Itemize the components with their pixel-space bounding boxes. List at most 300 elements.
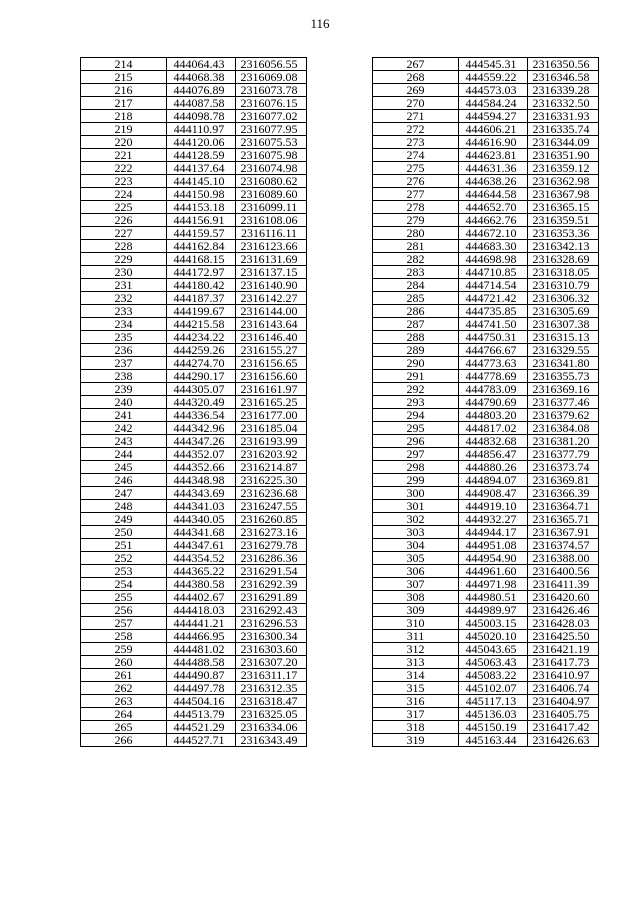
table-row — [81, 357, 307, 370]
point-number-cell: 214 — [81, 58, 167, 71]
table-row — [373, 227, 599, 240]
table-row — [81, 344, 307, 357]
x-coordinate-cell: 444594.27 — [459, 110, 528, 123]
table-row — [81, 604, 307, 617]
point-number-cell: 289 — [373, 344, 459, 357]
y-coordinate-cell: 2316307.20 — [236, 656, 307, 669]
table-row — [81, 227, 307, 240]
x-coordinate-cell: 444721.42 — [459, 292, 528, 305]
x-coordinate-cell: 444481.02 — [167, 643, 236, 656]
table-row — [373, 682, 599, 695]
x-coordinate-cell: 444259.26 — [167, 344, 236, 357]
x-coordinate-cell: 444341.03 — [167, 500, 236, 513]
point-number-cell: 315 — [373, 682, 459, 695]
table-row — [373, 318, 599, 331]
x-coordinate-cell: 445102.07 — [459, 682, 528, 695]
x-coordinate-cell: 444354.52 — [167, 552, 236, 565]
y-coordinate-cell: 2316225.30 — [236, 474, 307, 487]
x-coordinate-cell: 444342.96 — [167, 422, 236, 435]
table-row — [81, 58, 307, 71]
table-row — [373, 331, 599, 344]
x-coordinate-cell: 444305.07 — [167, 383, 236, 396]
table-row — [373, 617, 599, 630]
table-row — [81, 500, 307, 513]
table-row — [81, 409, 307, 422]
point-number-cell: 314 — [373, 669, 459, 682]
x-coordinate-cell: 444750.31 — [459, 331, 528, 344]
y-coordinate-cell: 2316400.56 — [528, 565, 599, 578]
y-coordinate-cell: 2316214.87 — [236, 461, 307, 474]
table-row — [81, 448, 307, 461]
x-coordinate-cell: 444951.08 — [459, 539, 528, 552]
point-number-cell: 300 — [373, 487, 459, 500]
point-number-cell: 222 — [81, 162, 167, 175]
x-coordinate-cell: 444347.61 — [167, 539, 236, 552]
point-number-cell: 295 — [373, 422, 459, 435]
table-row — [81, 110, 307, 123]
y-coordinate-cell: 2316074.98 — [236, 162, 307, 175]
table-row — [373, 253, 599, 266]
point-number-cell: 245 — [81, 461, 167, 474]
x-coordinate-cell: 444340.05 — [167, 513, 236, 526]
table-row — [81, 331, 307, 344]
x-coordinate-cell: 444919.10 — [459, 500, 528, 513]
x-coordinate-cell: 444954.90 — [459, 552, 528, 565]
x-coordinate-cell: 444773.63 — [459, 357, 528, 370]
point-number-cell: 275 — [373, 162, 459, 175]
x-coordinate-cell: 444274.70 — [167, 357, 236, 370]
x-coordinate-cell: 444343.69 — [167, 487, 236, 500]
y-coordinate-cell: 2316144.00 — [236, 305, 307, 318]
x-coordinate-cell: 444961.60 — [459, 565, 528, 578]
point-number-cell: 302 — [373, 513, 459, 526]
x-coordinate-cell: 444698.98 — [459, 253, 528, 266]
y-coordinate-cell: 2316417.73 — [528, 656, 599, 669]
y-coordinate-cell: 2316406.74 — [528, 682, 599, 695]
y-coordinate-cell: 2316075.98 — [236, 149, 307, 162]
point-number-cell: 270 — [373, 97, 459, 110]
x-coordinate-cell: 444790.69 — [459, 396, 528, 409]
table-row — [373, 721, 599, 734]
y-coordinate-cell: 2316341.80 — [528, 357, 599, 370]
table-row — [373, 539, 599, 552]
point-number-cell: 254 — [81, 578, 167, 591]
table-row — [373, 552, 599, 565]
point-number-cell: 267 — [373, 58, 459, 71]
y-coordinate-cell: 2316123.66 — [236, 240, 307, 253]
table-row — [373, 591, 599, 604]
y-coordinate-cell: 2316247.55 — [236, 500, 307, 513]
point-number-cell: 258 — [81, 630, 167, 643]
y-coordinate-cell: 2316165.25 — [236, 396, 307, 409]
point-number-cell: 265 — [81, 721, 167, 734]
x-coordinate-cell: 444150.98 — [167, 188, 236, 201]
x-coordinate-cell: 444980.51 — [459, 591, 528, 604]
table-row — [373, 97, 599, 110]
x-coordinate-cell: 444766.67 — [459, 344, 528, 357]
point-number-cell: 284 — [373, 279, 459, 292]
y-coordinate-cell: 2316325.05 — [236, 708, 307, 721]
y-coordinate-cell: 2316303.60 — [236, 643, 307, 656]
point-number-cell: 319 — [373, 734, 459, 747]
point-number-cell: 216 — [81, 84, 167, 97]
y-coordinate-cell: 2316350.56 — [528, 58, 599, 71]
y-coordinate-cell: 2316365.71 — [528, 513, 599, 526]
table-row — [81, 422, 307, 435]
coordinates-table-left — [80, 57, 307, 747]
point-number-cell: 225 — [81, 201, 167, 214]
point-number-cell: 318 — [373, 721, 459, 734]
table-row — [373, 474, 599, 487]
x-coordinate-cell: 444497.78 — [167, 682, 236, 695]
table-row — [81, 214, 307, 227]
y-coordinate-cell: 2316367.98 — [528, 188, 599, 201]
table-row — [81, 266, 307, 279]
table-row — [81, 370, 307, 383]
point-number-cell: 243 — [81, 435, 167, 448]
table-row — [81, 474, 307, 487]
y-coordinate-cell: 2316099.11 — [236, 201, 307, 214]
point-number-cell: 255 — [81, 591, 167, 604]
y-coordinate-cell: 2316331.93 — [528, 110, 599, 123]
x-coordinate-cell: 445020.10 — [459, 630, 528, 643]
point-number-cell: 266 — [81, 734, 167, 747]
table-row — [373, 656, 599, 669]
x-coordinate-cell: 444168.15 — [167, 253, 236, 266]
y-coordinate-cell: 2316344.09 — [528, 136, 599, 149]
point-number-cell: 249 — [81, 513, 167, 526]
y-coordinate-cell: 2316177.00 — [236, 409, 307, 422]
y-coordinate-cell: 2316073.78 — [236, 84, 307, 97]
x-coordinate-cell: 444521.29 — [167, 721, 236, 734]
table-row — [373, 175, 599, 188]
point-number-cell: 282 — [373, 253, 459, 266]
table-row — [373, 305, 599, 318]
x-coordinate-cell: 444352.66 — [167, 461, 236, 474]
x-coordinate-cell: 444735.85 — [459, 305, 528, 318]
x-coordinate-cell: 444683.30 — [459, 240, 528, 253]
x-coordinate-cell: 444110.97 — [167, 123, 236, 136]
x-coordinate-cell: 444380.58 — [167, 578, 236, 591]
point-number-cell: 268 — [373, 71, 459, 84]
y-coordinate-cell: 2316359.51 — [528, 214, 599, 227]
point-number-cell: 290 — [373, 357, 459, 370]
y-coordinate-cell: 2316377.46 — [528, 396, 599, 409]
point-number-cell: 259 — [81, 643, 167, 656]
point-number-cell: 227 — [81, 227, 167, 240]
table-row — [81, 617, 307, 630]
y-coordinate-cell: 2316377.79 — [528, 448, 599, 461]
table-row — [81, 513, 307, 526]
table-row — [373, 422, 599, 435]
table-row — [373, 357, 599, 370]
point-number-cell: 299 — [373, 474, 459, 487]
y-coordinate-cell: 2316410.97 — [528, 669, 599, 682]
point-number-cell: 221 — [81, 149, 167, 162]
table-row — [81, 292, 307, 305]
table-row — [373, 461, 599, 474]
x-coordinate-cell: 444087.58 — [167, 97, 236, 110]
x-coordinate-cell: 444932.27 — [459, 513, 528, 526]
y-coordinate-cell: 2316291.54 — [236, 565, 307, 578]
y-coordinate-cell: 2316279.78 — [236, 539, 307, 552]
table-row — [373, 487, 599, 500]
point-number-cell: 287 — [373, 318, 459, 331]
y-coordinate-cell: 2316307.38 — [528, 318, 599, 331]
point-number-cell: 303 — [373, 526, 459, 539]
y-coordinate-cell: 2316311.17 — [236, 669, 307, 682]
x-coordinate-cell: 445043.65 — [459, 643, 528, 656]
table-row — [373, 409, 599, 422]
x-coordinate-cell: 444631.36 — [459, 162, 528, 175]
table-row — [81, 643, 307, 656]
point-number-cell: 264 — [81, 708, 167, 721]
x-coordinate-cell: 444098.78 — [167, 110, 236, 123]
y-coordinate-cell: 2316339.28 — [528, 84, 599, 97]
x-coordinate-cell: 445003.15 — [459, 617, 528, 630]
y-coordinate-cell: 2316056.55 — [236, 58, 307, 71]
table-row — [373, 292, 599, 305]
y-coordinate-cell: 2316185.04 — [236, 422, 307, 435]
point-number-cell: 263 — [81, 695, 167, 708]
x-coordinate-cell: 444418.03 — [167, 604, 236, 617]
x-coordinate-cell: 444894.07 — [459, 474, 528, 487]
x-coordinate-cell: 444320.49 — [167, 396, 236, 409]
x-coordinate-cell: 444162.84 — [167, 240, 236, 253]
table-row — [373, 513, 599, 526]
table-row — [81, 123, 307, 136]
x-coordinate-cell: 444573.03 — [459, 84, 528, 97]
point-number-cell: 236 — [81, 344, 167, 357]
x-coordinate-cell: 444234.22 — [167, 331, 236, 344]
y-coordinate-cell: 2316296.53 — [236, 617, 307, 630]
x-coordinate-cell: 444402.67 — [167, 591, 236, 604]
x-coordinate-cell: 444638.26 — [459, 175, 528, 188]
x-coordinate-cell: 444290.17 — [167, 370, 236, 383]
point-number-cell: 304 — [373, 539, 459, 552]
point-number-cell: 246 — [81, 474, 167, 487]
table-row — [373, 708, 599, 721]
point-number-cell: 232 — [81, 292, 167, 305]
y-coordinate-cell: 2316318.47 — [236, 695, 307, 708]
y-coordinate-cell: 2316156.65 — [236, 357, 307, 370]
y-coordinate-cell: 2316364.71 — [528, 500, 599, 513]
point-number-cell: 308 — [373, 591, 459, 604]
table-row — [373, 669, 599, 682]
y-coordinate-cell: 2316335.74 — [528, 123, 599, 136]
x-coordinate-cell: 445117.13 — [459, 695, 528, 708]
table-row — [81, 383, 307, 396]
x-coordinate-cell: 444971.98 — [459, 578, 528, 591]
table-row — [373, 266, 599, 279]
table-row — [373, 435, 599, 448]
y-coordinate-cell: 2316379.62 — [528, 409, 599, 422]
y-coordinate-cell: 2316291.89 — [236, 591, 307, 604]
point-number-cell: 292 — [373, 383, 459, 396]
x-coordinate-cell: 444856.47 — [459, 448, 528, 461]
x-coordinate-cell: 445083.22 — [459, 669, 528, 682]
y-coordinate-cell: 2316142.27 — [236, 292, 307, 305]
y-coordinate-cell: 2316076.15 — [236, 97, 307, 110]
point-number-cell: 261 — [81, 669, 167, 682]
y-coordinate-cell: 2316367.91 — [528, 526, 599, 539]
point-number-cell: 240 — [81, 396, 167, 409]
point-number-cell: 307 — [373, 578, 459, 591]
y-coordinate-cell: 2316146.40 — [236, 331, 307, 344]
y-coordinate-cell: 2316236.68 — [236, 487, 307, 500]
point-number-cell: 297 — [373, 448, 459, 461]
table-row — [81, 71, 307, 84]
x-coordinate-cell: 444488.58 — [167, 656, 236, 669]
table-row — [373, 578, 599, 591]
point-number-cell: 316 — [373, 695, 459, 708]
point-number-cell: 283 — [373, 266, 459, 279]
point-number-cell: 306 — [373, 565, 459, 578]
x-coordinate-cell: 444341.68 — [167, 526, 236, 539]
point-number-cell: 237 — [81, 357, 167, 370]
y-coordinate-cell: 2316108.06 — [236, 214, 307, 227]
x-coordinate-cell: 444710.85 — [459, 266, 528, 279]
table-row — [81, 318, 307, 331]
table-row — [373, 565, 599, 578]
y-coordinate-cell: 2316089.60 — [236, 188, 307, 201]
y-coordinate-cell: 2316300.34 — [236, 630, 307, 643]
point-number-cell: 217 — [81, 97, 167, 110]
x-coordinate-cell: 444623.81 — [459, 149, 528, 162]
point-number-cell: 230 — [81, 266, 167, 279]
y-coordinate-cell: 2316075.53 — [236, 136, 307, 149]
point-number-cell: 224 — [81, 188, 167, 201]
table-row — [81, 565, 307, 578]
y-coordinate-cell: 2316362.98 — [528, 175, 599, 188]
table-row — [81, 253, 307, 266]
table-row — [81, 487, 307, 500]
table-row — [81, 84, 307, 97]
x-coordinate-cell: 444153.18 — [167, 201, 236, 214]
y-coordinate-cell: 2316384.08 — [528, 422, 599, 435]
table-row — [81, 526, 307, 539]
y-coordinate-cell: 2316342.13 — [528, 240, 599, 253]
table-row — [373, 526, 599, 539]
point-number-cell: 312 — [373, 643, 459, 656]
table-row — [373, 58, 599, 71]
x-coordinate-cell: 445063.43 — [459, 656, 528, 669]
x-coordinate-cell: 445136.03 — [459, 708, 528, 721]
point-number-cell: 317 — [373, 708, 459, 721]
point-number-cell: 231 — [81, 279, 167, 292]
y-coordinate-cell: 2316193.99 — [236, 435, 307, 448]
table-row — [81, 162, 307, 175]
point-number-cell: 247 — [81, 487, 167, 500]
table-row — [373, 604, 599, 617]
x-coordinate-cell: 444584.24 — [459, 97, 528, 110]
y-coordinate-cell: 2316140.90 — [236, 279, 307, 292]
y-coordinate-cell: 2316080.62 — [236, 175, 307, 188]
table-row — [81, 396, 307, 409]
y-coordinate-cell: 2316315.13 — [528, 331, 599, 344]
table-row — [81, 539, 307, 552]
y-coordinate-cell: 2316428.03 — [528, 617, 599, 630]
table-row — [373, 240, 599, 253]
x-coordinate-cell: 444559.22 — [459, 71, 528, 84]
y-coordinate-cell: 2316373.74 — [528, 461, 599, 474]
table-row — [81, 591, 307, 604]
point-number-cell: 235 — [81, 331, 167, 344]
coordinates-table-right — [372, 57, 599, 747]
table-row — [81, 721, 307, 734]
point-number-cell: 256 — [81, 604, 167, 617]
table-row — [373, 643, 599, 656]
y-coordinate-cell: 2316421.19 — [528, 643, 599, 656]
x-coordinate-cell: 444989.97 — [459, 604, 528, 617]
table-row — [81, 552, 307, 565]
x-coordinate-cell: 445150.19 — [459, 721, 528, 734]
table-row — [373, 500, 599, 513]
point-number-cell: 251 — [81, 539, 167, 552]
y-coordinate-cell: 2316355.73 — [528, 370, 599, 383]
y-coordinate-cell: 2316286.36 — [236, 552, 307, 565]
x-coordinate-cell: 444128.59 — [167, 149, 236, 162]
y-coordinate-cell: 2316203.92 — [236, 448, 307, 461]
x-coordinate-cell: 444365.22 — [167, 565, 236, 578]
point-number-cell: 273 — [373, 136, 459, 149]
x-coordinate-cell: 444908.47 — [459, 487, 528, 500]
point-number-cell: 313 — [373, 656, 459, 669]
x-coordinate-cell: 444156.91 — [167, 214, 236, 227]
table-row — [373, 630, 599, 643]
table-row — [373, 279, 599, 292]
table-row — [373, 84, 599, 97]
point-number-cell: 238 — [81, 370, 167, 383]
y-coordinate-cell: 2316420.60 — [528, 591, 599, 604]
point-number-cell: 293 — [373, 396, 459, 409]
y-coordinate-cell: 2316116.11 — [236, 227, 307, 240]
x-coordinate-cell: 444336.54 — [167, 409, 236, 422]
point-number-cell: 215 — [81, 71, 167, 84]
y-coordinate-cell: 2316417.42 — [528, 721, 599, 734]
y-coordinate-cell: 2316329.55 — [528, 344, 599, 357]
x-coordinate-cell: 444064.43 — [167, 58, 236, 71]
x-coordinate-cell: 444347.26 — [167, 435, 236, 448]
y-coordinate-cell: 2316381.20 — [528, 435, 599, 448]
y-coordinate-cell: 2316292.39 — [236, 578, 307, 591]
y-coordinate-cell: 2316156.60 — [236, 370, 307, 383]
point-number-cell: 229 — [81, 253, 167, 266]
table-row — [81, 240, 307, 253]
x-coordinate-cell: 444527.71 — [167, 734, 236, 747]
y-coordinate-cell: 2316369.16 — [528, 383, 599, 396]
x-coordinate-cell: 444172.97 — [167, 266, 236, 279]
x-coordinate-cell: 444662.76 — [459, 214, 528, 227]
y-coordinate-cell: 2316137.15 — [236, 266, 307, 279]
table-row — [373, 71, 599, 84]
point-number-cell: 272 — [373, 123, 459, 136]
point-number-cell: 244 — [81, 448, 167, 461]
y-coordinate-cell: 2316343.49 — [236, 734, 307, 747]
y-coordinate-cell: 2316260.85 — [236, 513, 307, 526]
table-row — [373, 123, 599, 136]
x-coordinate-cell: 444145.10 — [167, 175, 236, 188]
point-number-cell: 253 — [81, 565, 167, 578]
y-coordinate-cell: 2316426.63 — [528, 734, 599, 747]
y-coordinate-cell: 2316305.69 — [528, 305, 599, 318]
point-number-cell: 276 — [373, 175, 459, 188]
point-number-cell: 248 — [81, 500, 167, 513]
x-coordinate-cell: 444215.58 — [167, 318, 236, 331]
y-coordinate-cell: 2316334.06 — [236, 721, 307, 734]
table-row — [373, 136, 599, 149]
y-coordinate-cell: 2316292.43 — [236, 604, 307, 617]
